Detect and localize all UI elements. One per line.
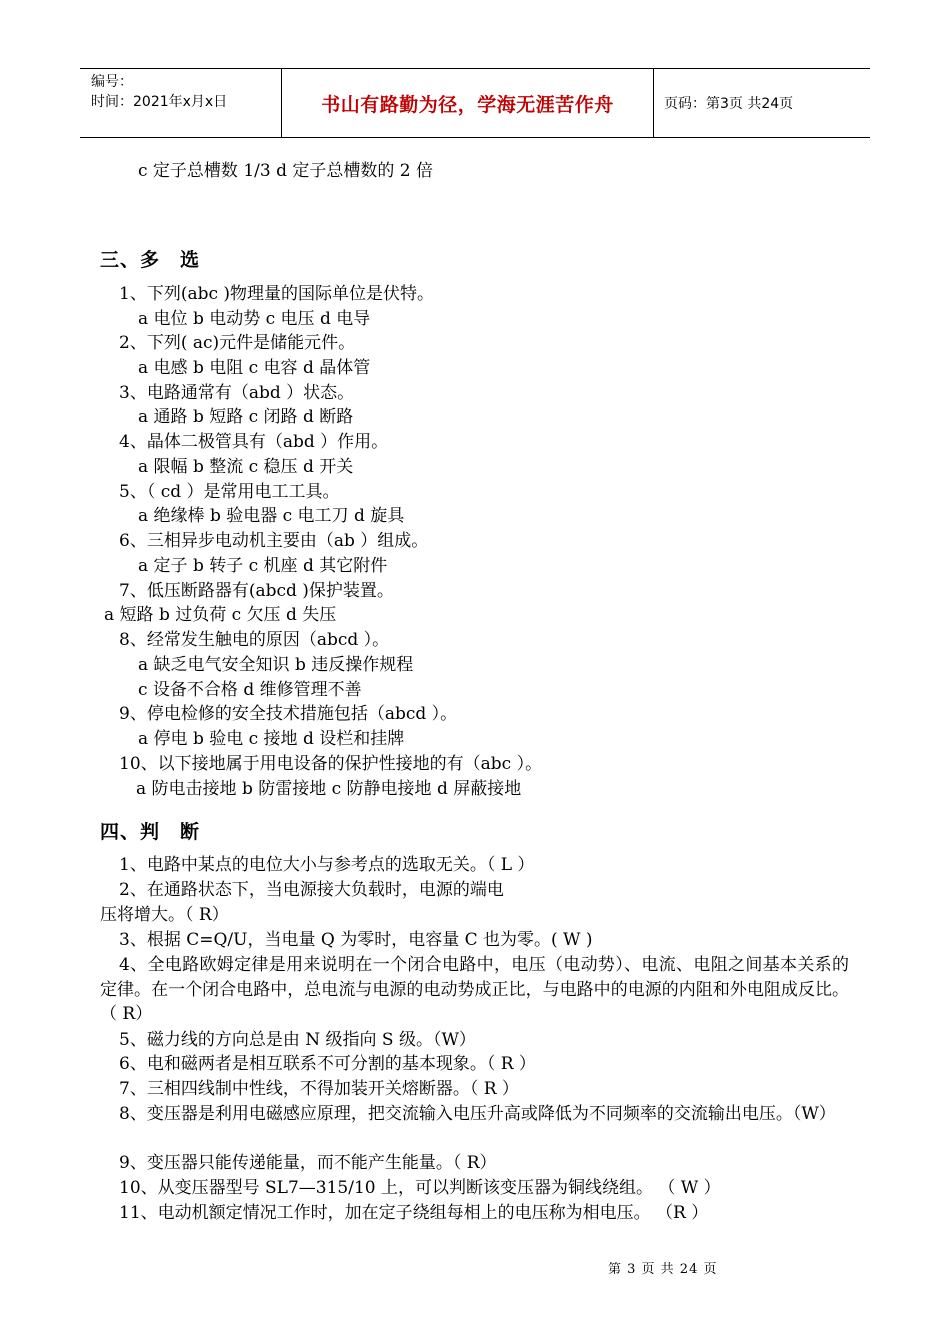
tf-question-6: 6、电和磁两者是相互联系不可分割的基本现象。（ R ） (119, 1054, 536, 1074)
mc-question-10: 10、以下接地属于用电设备的保护性接地的有（abc ）。 (119, 754, 543, 774)
mc-options-4: a 限幅 b 整流 c 稳压 d 开关 (138, 457, 354, 477)
document-number-label: 编号： (91, 74, 133, 90)
page-footer: 第 3 页 共 24 页 (608, 1262, 718, 1277)
header-page-label: 页码：第3页 共24页 (664, 96, 794, 112)
mc-question-1: 1、下列(abc )物理量的国际单位是伏特。 (119, 284, 435, 304)
mc-options-9: a 停电 b 验电 c 接地 d 设栏和挂牌 (138, 729, 405, 749)
section-title-multiple-choice: 三、多 选 (100, 249, 201, 271)
mc-options-5: a 绝缘棒 b 验电器 c 电工刀 d 旋具 (138, 506, 405, 526)
mc-question-6: 6、三相异步电动机主要由（ab ）组成。 (119, 531, 429, 551)
mc-options-8a: a 缺乏电气安全知识 b 违反操作规程 (138, 655, 414, 675)
mc-question-7: 7、低压断路器有(abcd )保护装置。 (119, 581, 394, 601)
tf-question-7: 7、三相四线制中性线，不得加装开关熔断器。（ R ） (119, 1079, 519, 1099)
page-header (80, 68, 870, 138)
mc-options-6: a 定子 b 转子 c 机座 d 其它附件 (138, 556, 388, 576)
mc-options-1: a 电位 b 电动势 c 电压 d 电导 (138, 309, 371, 329)
mc-options-7: a 短路 b 过负荷 c 欠压 d 失压 (104, 605, 337, 625)
mc-options-10: a 防电击接地 b 防雷接地 c 防静电接地 d 屏蔽接地 (136, 779, 522, 799)
tf-question-4: 4、全电路欧姆定律是用来说明在一个闭合电路中，电压（电动势）、电流、电阻之间基本关系的定律。在一个闭合电路中，总电流与电源的电动势成正比，与电路中的电源的内阻和外电阻成反比。（ R） (100, 955, 849, 1024)
tf-question-11: 11、电动机额定情况工作时，加在定子绕组每相上的电压称为相电压。 （R ） (119, 1203, 709, 1223)
mc-question-9: 9、停电检修的安全技术措施包括（abcd ）。 (119, 704, 458, 724)
mc-options-2: a 电感 b 电阻 c 电容 d 晶体管 (138, 358, 371, 378)
mc-question-8: 8、经常发生触电的原因（abcd ）。 (119, 630, 390, 650)
section-title-true-false: 四、判 断 (100, 821, 201, 843)
tf-question-2b: 压将增大。（ R） (100, 905, 229, 925)
mc-question-4: 4、晶体二极管具有（abd ）作用。 (119, 432, 389, 452)
mc-options-3: a 通路 b 短路 c 闭路 d 断路 (138, 407, 354, 427)
mc-question-2: 2、下列( ac)元件是储能元件。 (119, 333, 356, 353)
mc-question-3: 3、电路通常有（abd ）状态。 (119, 383, 355, 403)
tf-question-10: 10、从变压器型号 SL7—315/10 上，可以判断该变压器为铜线绕组。 （ W ） (119, 1178, 721, 1198)
document-date-label: 时间：2021年x月x日 (91, 94, 228, 110)
mc-options-8b: c 设备不合格 d 维修管理不善 (138, 680, 362, 700)
tf-question-3: 3、根据 C=Q/U，当电量 Q 为零时，电容量 C 也为零。( W ) (119, 930, 593, 950)
mc-question-5: 5、（ cd ）是常用电工工具。 (119, 482, 340, 502)
tf-question-2a: 2、在通路状态下，当电源接大负载时，电源的端电 (119, 880, 504, 900)
header-motto: 书山有路勤为径，学海无涯苦作舟 (282, 69, 654, 137)
tf-question-5: 5、磁力线的方向总是由 N 级指向 S 级。（W） (119, 1030, 476, 1050)
intro-line: c 定子总槽数 1/3 d 定子总槽数的 2 倍 (138, 161, 434, 181)
tf-question-1: 1、电路中某点的电位大小与参考点的选取无关。（ L ） (119, 855, 535, 875)
header-left-cell (80, 69, 282, 137)
tf-question-8: 8、变压器是利用电磁感应原理，把交流输入电压升高或降低为不同频率的交流输出电压。（W） (119, 1104, 836, 1124)
tf-question-9: 9、变压器只能传递能量，而不能产生能量。（ R） (119, 1153, 497, 1173)
